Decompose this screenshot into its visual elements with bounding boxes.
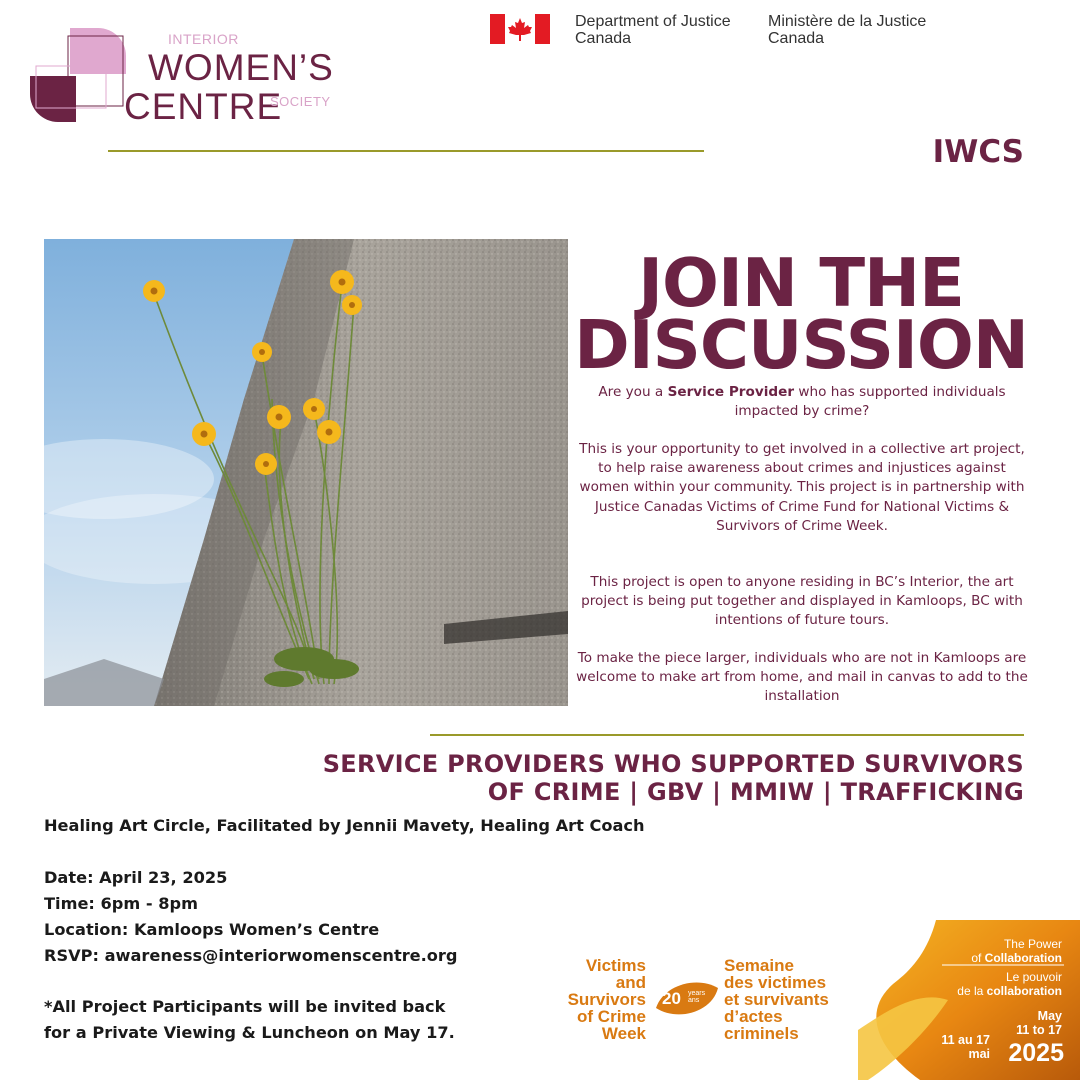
vw-fr-line: des victimes bbox=[724, 973, 827, 992]
victims-week-en bbox=[560, 957, 646, 1042]
section-divider bbox=[430, 734, 1024, 736]
womens-centre-logo-icon bbox=[28, 26, 128, 126]
vw-fr-line: criminels bbox=[724, 1024, 799, 1043]
gov-fr-line2: Canada bbox=[768, 30, 825, 47]
vw-en-line: Week bbox=[601, 1024, 646, 1043]
power-collab-fr bbox=[957, 970, 1062, 998]
iwcs-acronym: IWCS bbox=[932, 134, 1024, 170]
paragraph-1: This is your opportunity to get involved in a collective art project, to help raise awareness about crimes and injustices against women within your community. This project is in partnership with Justice Canadas Victims of Crime Fund for National Victims & Survivors of Crime Week. bbox=[579, 441, 1025, 534]
logo-centre-text: CENTRE bbox=[124, 86, 283, 127]
participants-note bbox=[44, 994, 455, 1046]
facilitator-line: Healing Art Circle, Facilitated by Jennii Mavety, Healing Art Coach bbox=[44, 816, 645, 835]
may-en-line2: 11 to 17 bbox=[1016, 1023, 1062, 1037]
badge-years-fr: ans bbox=[688, 997, 700, 1004]
event-year: 2025 bbox=[1008, 1039, 1064, 1067]
subhead-line-1: SERVICE PROVIDERS WHO SUPPORTED SURVIVORS bbox=[322, 750, 1024, 778]
dates-fr bbox=[934, 1033, 990, 1061]
note-line-2: for a Private Viewing & Luncheon on May 17. bbox=[44, 1023, 455, 1042]
vw-en-line: Victims bbox=[585, 956, 646, 975]
event-rsvp[interactable]: RSVP: awareness@interiorwomenscentre.org bbox=[44, 946, 458, 965]
vw-fr-line: et survivants bbox=[724, 990, 829, 1009]
may-fr-line1: 11 au 17 bbox=[941, 1033, 990, 1047]
power-of: of bbox=[971, 951, 985, 965]
title-line-1: JOIN THE bbox=[638, 244, 964, 322]
pouvoir-of: de la bbox=[957, 984, 987, 998]
vw-fr-line: Semaine bbox=[724, 956, 794, 975]
vw-en-line: of Crime bbox=[577, 1007, 646, 1026]
badge-number: 20 bbox=[662, 989, 681, 1008]
gov-en-line1: Department of Justice bbox=[575, 13, 731, 30]
intro-highlight: Service Provider bbox=[667, 384, 795, 400]
power-word: Collaboration bbox=[984, 951, 1062, 965]
badge-years bbox=[688, 990, 705, 1004]
event-location: Location: Kamloops Women’s Centre bbox=[44, 920, 380, 939]
section-subheading bbox=[124, 750, 1024, 806]
victims-week-fr bbox=[724, 957, 864, 1042]
logo-society-text: SOCIETY bbox=[270, 94, 331, 109]
event-details bbox=[44, 865, 458, 969]
header-divider bbox=[108, 150, 704, 152]
intro-text bbox=[574, 383, 1030, 421]
paragraph-2: This project is open to anyone residing in BC’s Interior, the art project is being put together and displayed in Kamloops, BC with intentions of future tours. bbox=[581, 574, 1023, 629]
gov-en-line2: Canada bbox=[575, 30, 632, 47]
intro-prefix: Are you a bbox=[598, 384, 668, 400]
justice-canada-fr bbox=[768, 13, 926, 47]
event-date: Date: April 23, 2025 bbox=[44, 868, 228, 887]
dates-en bbox=[1016, 1009, 1062, 1037]
note-line-1: *All Project Participants will be invited back bbox=[44, 997, 446, 1016]
logo-interior-text: INTERIOR bbox=[168, 31, 239, 47]
badge-years-en: years bbox=[688, 990, 706, 997]
paragraph-3: To make the piece larger, individuals who are not in Kamloops are welcome to make art from home, and mail in canvas to add to the installation bbox=[576, 650, 1028, 705]
vw-en-line: Survivors bbox=[567, 990, 646, 1009]
page-title bbox=[572, 244, 1030, 384]
may-en-line1: May bbox=[1037, 1009, 1062, 1023]
event-time: Time: 6pm - 8pm bbox=[44, 894, 198, 913]
vw-fr-line: d’actes bbox=[724, 1007, 783, 1026]
may-fr-line2: mai bbox=[968, 1047, 990, 1061]
title-line-2: DISCUSSION bbox=[574, 306, 1028, 384]
pouvoir-prefix: Le pouvoir bbox=[1005, 970, 1062, 984]
power-prefix: The Power bbox=[1003, 937, 1062, 951]
vw-en-line: and bbox=[615, 973, 646, 992]
intro-suffix: who has supported individuals impacted by crime? bbox=[734, 384, 1006, 420]
power-collab-en bbox=[971, 937, 1062, 965]
subhead-line-2: OF CRIME | GBV | MMIW | TRAFFICKING bbox=[487, 778, 1024, 806]
gov-fr-line1: Ministère de la Justice bbox=[768, 13, 927, 30]
logo-womens-text: WOMEN’S bbox=[148, 47, 334, 88]
justice-canada-en bbox=[575, 13, 731, 47]
canada-flag-icon bbox=[490, 14, 550, 44]
pouvoir-word: collaboration bbox=[986, 984, 1062, 998]
wildflower-photo bbox=[44, 239, 568, 706]
